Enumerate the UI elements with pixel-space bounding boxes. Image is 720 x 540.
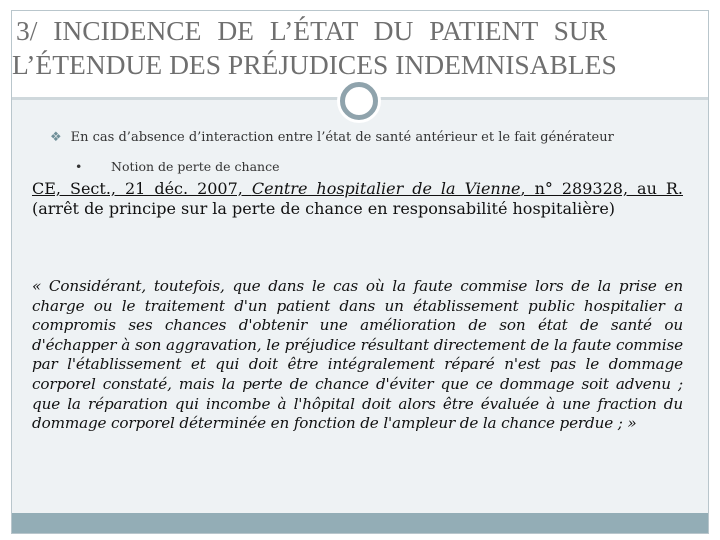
citation-end: , n° 289328, au R.	[520, 179, 683, 198]
ring-ornament-icon	[340, 82, 378, 120]
sub-bullet-item	[75, 159, 280, 174]
bullet-item	[50, 130, 614, 145]
quoted-excerpt: « Considérant, toutefois, que dans le cas où la faute commise lors de la prise en charge ou le traitement d'un patient dans un établissement public hospitalier a compromis ses chances d'obtenir une amélioration de son état de santé ou d'échapper à son aggravation, le préjudice résultant directement de la faute commise par l'établissement et qui doit être intégralement réparé n'est pas le dommage corporel constaté, mais la perte de chance d'éviter que ce dommage soit advenu ; que la réparation qui incombe à l'hôpital doit alors être évaluée à une fraction du dommage corporel déterminée en fonction de l'ampleur de la chance perdue ; »	[32, 277, 683, 433]
case-reference	[32, 179, 683, 218]
footer-band	[12, 513, 708, 533]
citation-italic: Centre hospitalier de la Vienne	[251, 179, 521, 198]
slide-title-line-1: 3/ INCIDENCE DE L’ÉTAT DU PATIENT SUR	[16, 15, 608, 46]
dot-bullet-icon: •	[75, 159, 83, 174]
slide-title-line-2: L’ÉTENDUE DES PRÉJUDICES INDEMNISABLES	[12, 49, 617, 80]
case-citation-link[interactable]	[32, 179, 683, 198]
citation-start: CE, Sect., 21 déc. 2007,	[32, 179, 252, 198]
sub-bullet-text: Notion de perte de chance	[111, 159, 280, 174]
slide	[11, 10, 709, 534]
citation-comment: (arrêt de principe sur la perte de chance en responsabilité hospitalière)	[32, 198, 616, 218]
diamond-bullet-icon: ❖	[50, 130, 62, 145]
bullet-text: En cas d’absence d’interaction entre l’état de santé antérieur et le fait générateur	[70, 130, 614, 145]
